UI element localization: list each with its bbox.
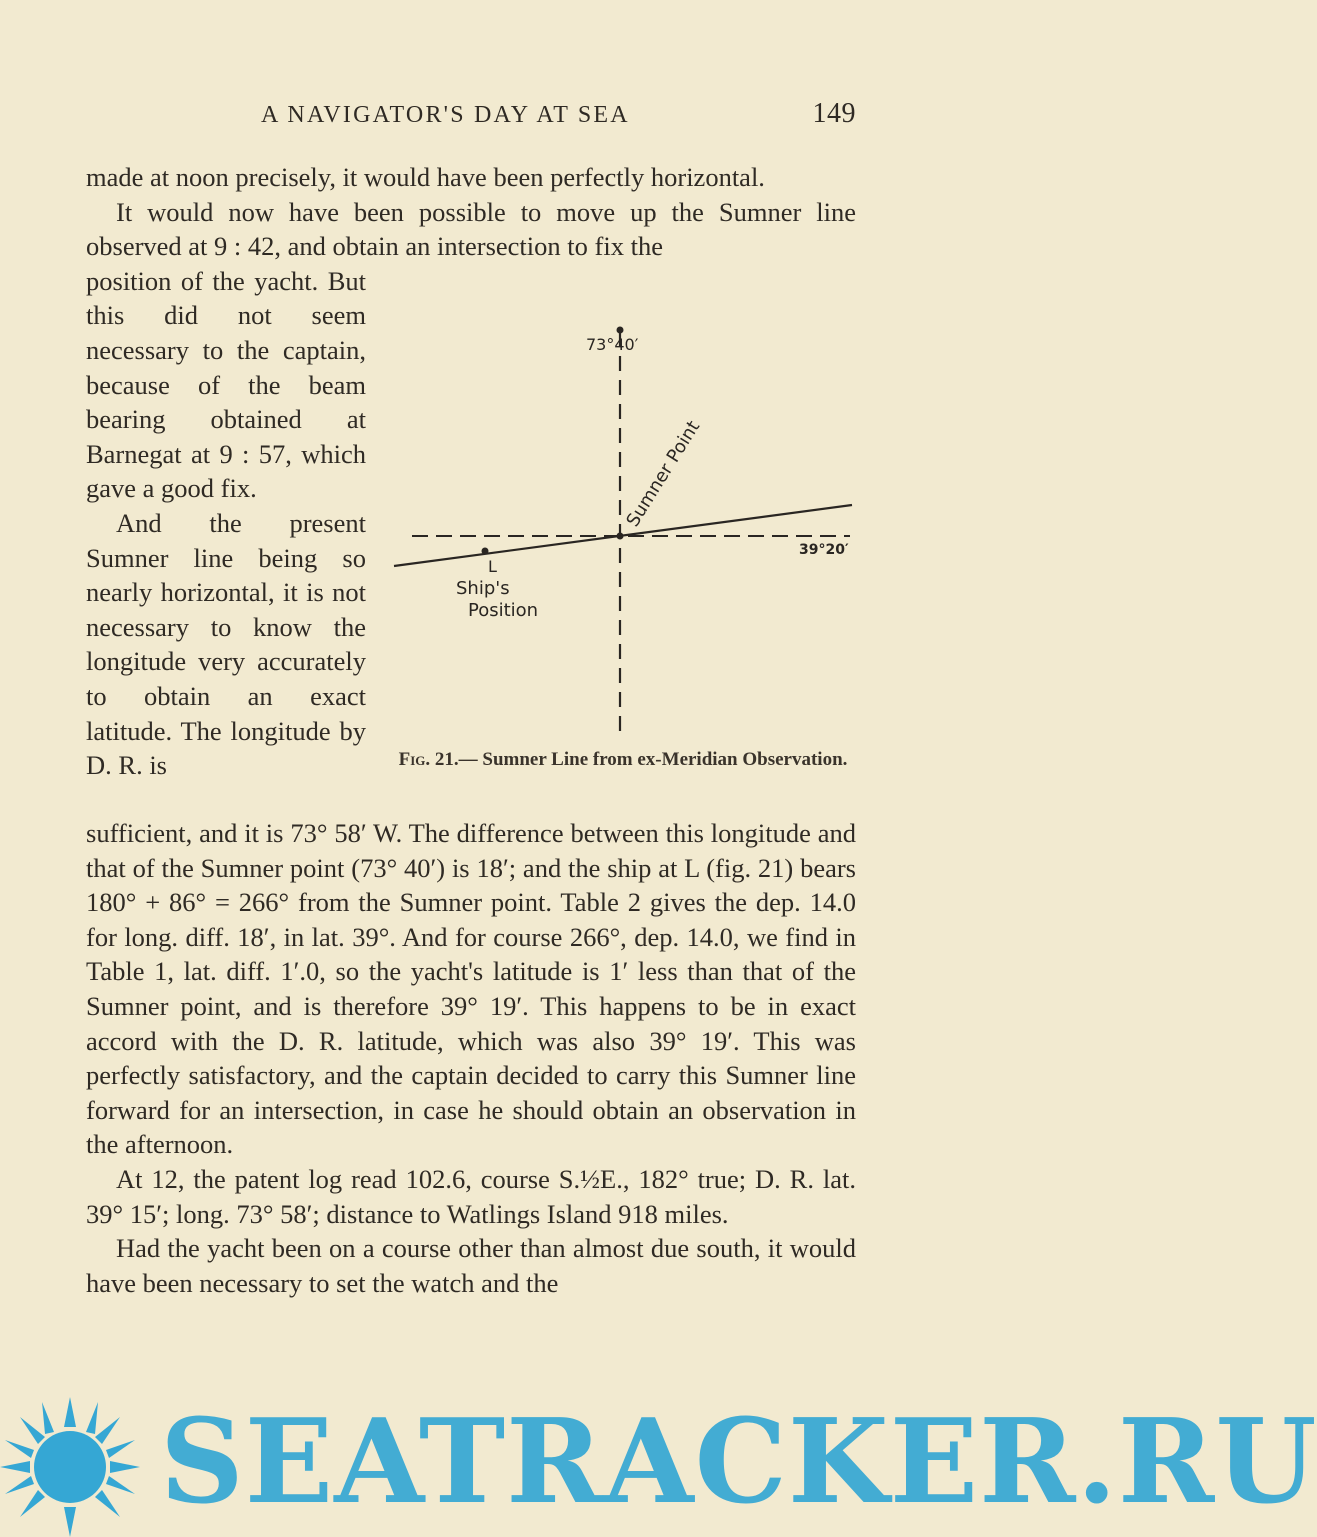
paragraph-3-continued: sufficient, and it is 73° 58′ W. The difference between this longitude and that of the Sumner point (73° 40′) is 18′; and the ship at L (fig. 21) bears 180° + 86° = 266° from the Sumner point. Table 2 gives the dep. 14.0 for long. diff. 18′, in lat. 39°. And for course 266°, dep. 14.0, we find in Table 1, lat. diff. 1′.0, so the yacht's latitude is 1′ less than that of the Sumner point, and is therefore 39° 19′. This happens to be in exact accord with the D. R. latitude, which was also 39° 19′. This was perfectly satisfactory, and the captain decided to carry this Sumner line forward for an intersection, in case he should obtain an observation in the afternoon. <box>86 818 856 1160</box>
caption-label: Fig. 21. <box>398 749 459 770</box>
page-number: 149 <box>812 98 856 129</box>
running-head: A NAVIGATOR'S DAY AT SEA <box>261 102 630 128</box>
paragraph-3-wrapped: And the present Sumner line being so nearly horizontal, it is not necessary to know the longitude very accurately to obtain an exact latitude. The longitude by D. R. is <box>86 507 366 781</box>
paragraph-2-full-width: It would now have been possible to move up the Sumner line observed at 9 : 42, and obtain an intersection to fix the <box>86 196 856 262</box>
figure-caption <box>388 748 858 772</box>
watermark-text: SEATRACKER.RU <box>160 1394 1317 1530</box>
text-bottom <box>86 816 856 1300</box>
sumner-point-dot <box>617 533 624 540</box>
paragraph-1: made at noon precisely, it would have been perfectly horizontal. <box>86 162 765 192</box>
ship-position-dot <box>482 548 489 555</box>
page-header <box>86 98 856 134</box>
paragraph-2-wrapped: position of the yacht. But this did not seem necessary to the captain, because of the beam bearing obtained at Barnegat at 9 : 57, which gave a good fix. <box>86 265 366 504</box>
sumner-point-label: Sumner Point <box>622 417 705 531</box>
watermark <box>0 1392 1317 1537</box>
sun-logo-icon <box>0 1392 160 1537</box>
paragraph-4: At 12, the patent log read 102.6, course S.½E., 182° true; D. R. lat. 39° 15′; long. 73° 58′; distance to Watlings Island 918 miles. <box>86 1163 856 1229</box>
l-label: L <box>488 557 497 576</box>
ship-label-2: Position <box>468 600 539 621</box>
longitude-label: 73°40′ <box>586 335 639 354</box>
sumner-diagram <box>388 318 858 738</box>
latitude-label: 39°20′ <box>799 542 849 558</box>
figure-21 <box>388 318 858 798</box>
ship-label-1: Ship's <box>456 578 510 599</box>
meridian-top-dot <box>617 327 624 334</box>
caption-text: — Sumner Line from ex-Meridian Observation. <box>458 749 848 770</box>
paragraph-5: Had the yacht been on a course other than almost due south, it would have been necessary to set the watch and the <box>86 1233 856 1298</box>
